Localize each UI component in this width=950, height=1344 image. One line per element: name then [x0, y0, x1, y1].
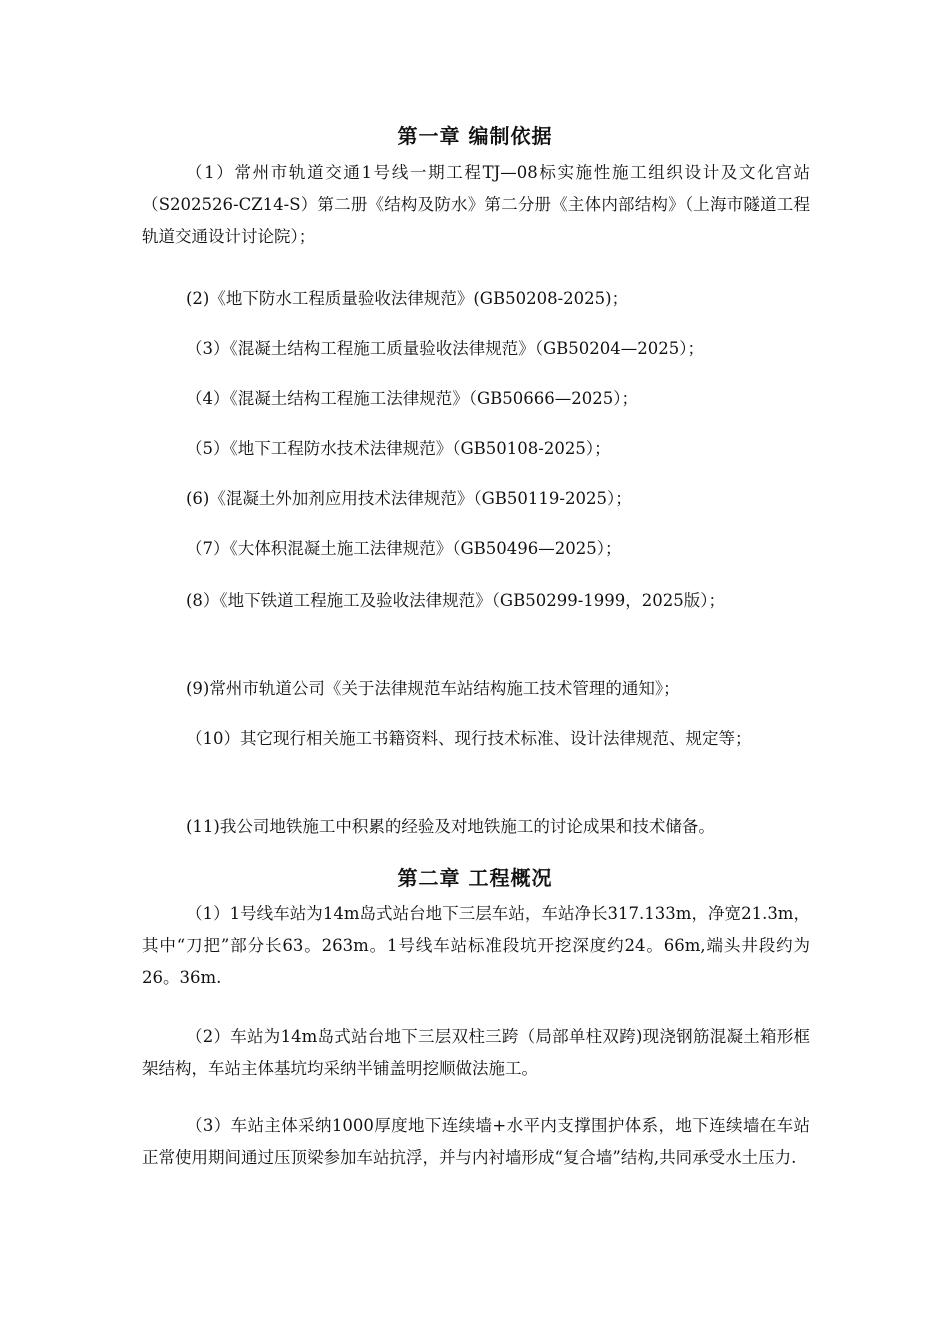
basis-item-8: (8）《地下铁道工程施工及验收法律规范》（GB50299-1999，2025版）； — [186, 591, 726, 610]
basis-item-5: （5）《地下工程防水技术法律规范》（GB50108-2025）； — [186, 439, 611, 458]
basis-item-1: （1）常州市轨道交通1号线一期工程TJ—08标实施性施工组织设计及文化宫站（S202526-CZ14-S）第二册《结构及防水》第二分册《主体内部结构》（上海市隧道工程轨道交通设计讨论院）； — [142, 163, 810, 246]
chapter-1-title: 第一章 编制依据 — [397, 124, 553, 148]
chapter-2-title: 第二章 工程概况 — [397, 866, 553, 890]
basis-item-6: (6)《混凝土外加剂应用技术法律规范》（GB50119-2025）； — [186, 489, 632, 508]
basis-item-10: （10）其它现行相关施工书籍资料、现行技术标准、设计法律规范、规定等； — [186, 729, 752, 748]
basis-item-11: (11)我公司地铁施工中积累的经验及对地铁施工的讨论成果和技术储备。 — [186, 817, 715, 836]
basis-item-4: （4）《混凝土结构工程施工法律规范》（GB50666—2025）； — [186, 389, 639, 408]
basis-item-3: （3）《混凝土结构工程施工质量验收法律规范》（GB50204—2025）； — [186, 339, 705, 358]
overview-item-2: （2）车站为14m岛式站台地下三层双柱三跨（局部单柱双跨)现浇钢筋混凝土箱形框架结构，车站主体基坑均采纳半铺盖明挖顺做法施工。 — [142, 1027, 810, 1078]
basis-item-7: （7）《大体积混凝土施工法律规范》（GB50496—2025）； — [186, 539, 622, 558]
overview-item-3: （3）车站主体采纳1000厚度地下连续墙+水平内支撑围护体系，地下连续墙在车站正常使用期间通过压顶梁参加车站抗浮，并与内衬墙形成“复合墙”结构,共同承受水土压力. — [142, 1116, 810, 1167]
overview-item-1: （1）1号线车站为14m岛式站台地下三层车站，车站净长317.133m，净宽21.3m，其中“刀把”部分长63。263m。1号线车站标准段坑开挖深度约24。66m,端头井段约为26。36m. — [142, 904, 810, 987]
basis-item-2: (2)《地下防水工程质量验收法律规范》(GB50208-2025)； — [186, 289, 629, 308]
basis-item-9: (9)常州市轨道公司《关于法律规范车站结构施工技术管理的通知》； — [186, 679, 680, 698]
